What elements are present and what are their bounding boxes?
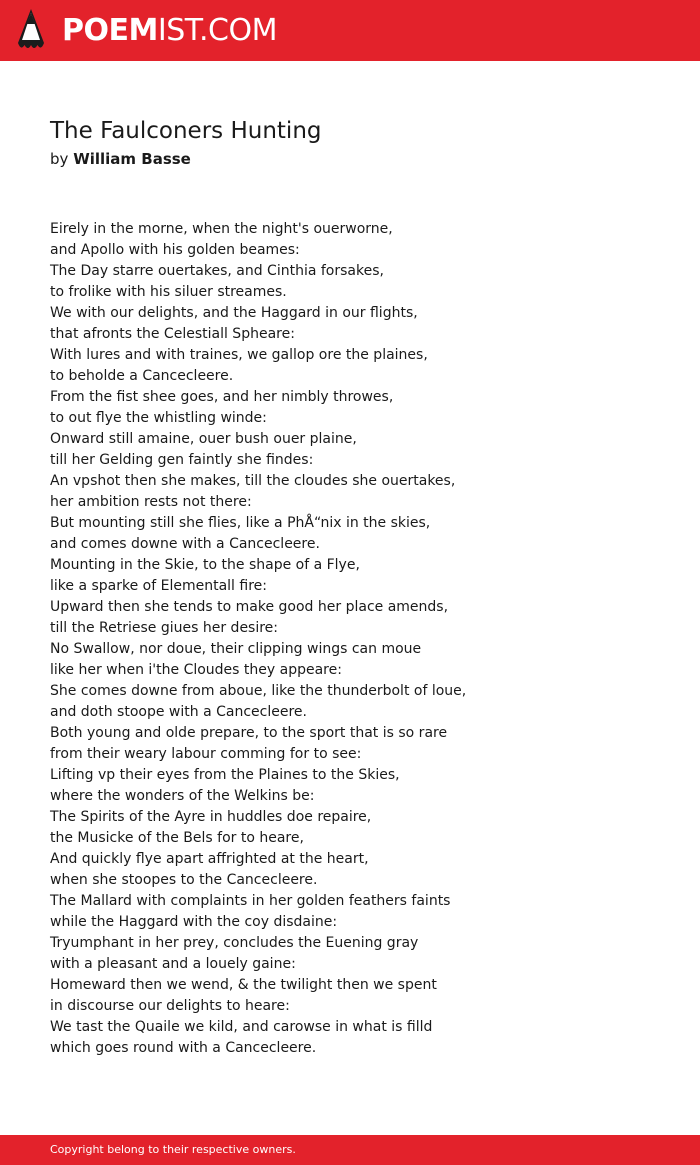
site-header [0, 0, 700, 61]
poem-line: We with our delights, and the Haggard in our flights, [50, 305, 418, 321]
poem-line: She comes downe from aboue, like the thunderbolt of loue, [50, 683, 467, 699]
poem-line: Eirely in the morne, when the night's ouerworne, [50, 221, 393, 237]
poem-line: like her when i'the Cloudes they appeare: [50, 662, 342, 678]
by-label: by [50, 150, 69, 168]
poem-line: Both young and olde prepare, to the sport that is so rare [50, 725, 448, 741]
poem-line: And quickly flye apart affrighted at the heart, [50, 851, 369, 867]
poem-line: to frolike with his siluer streames. [50, 284, 287, 300]
poem-line: while the Haggard with the coy disdaine: [50, 914, 338, 930]
poem-line: till her Gelding gen faintly she findes: [50, 452, 314, 468]
poem-line: The Mallard with complaints in her golden feathers faints [50, 893, 451, 909]
poem-line: to beholde a Cancecleere. [50, 368, 234, 384]
author-name: William Basse [73, 150, 191, 168]
poem-body [50, 219, 670, 1059]
poem-line: With lures and with traines, we gallop ore the plaines, [50, 347, 428, 363]
poem-line: with a pleasant and a louely gaine: [50, 956, 296, 972]
poem-line: Onward still amaine, ouer bush ouer plaine, [50, 431, 357, 447]
poem-line: the Musicke of the Bels for to heare, [50, 830, 304, 846]
poem-line: to out flye the whistling winde: [50, 410, 267, 426]
copyright-text: Copyright belong to their respective owners. [50, 1143, 296, 1156]
site-logo[interactable] [62, 11, 277, 51]
poem-line: till the Retriese giues her desire: [50, 620, 279, 636]
poem-line: The Day starre ouertakes, and Cinthia forsakes, [50, 263, 384, 279]
poem-line: her ambition rests not there: [50, 494, 252, 510]
poem-line: But mounting still she flies, like a PhÅ“nix in the skies, [50, 515, 431, 531]
poem-line: that afronts the Celestiall Spheare: [50, 326, 295, 342]
poem-line: and comes downe with a Cancecleere. [50, 536, 320, 552]
poem-line: where the wonders of the Welkins be: [50, 788, 315, 804]
poem-line: Lifting vp their eyes from the Plaines to the Skies, [50, 767, 400, 783]
poem-line: Tryumphant in her prey, concludes the Euening gray [50, 935, 419, 951]
poem-line: and Apollo with his golden beames: [50, 242, 300, 258]
poem-line: like a sparke of Elementall fire: [50, 578, 267, 594]
brand-bold: POEM [62, 13, 158, 48]
byline [50, 148, 191, 170]
poem-line: in discourse our delights to heare: [50, 998, 290, 1014]
poem-line: and doth stoope with a Cancecleere. [50, 704, 307, 720]
poem-line: No Swallow, nor doue, their clipping wings can moue [50, 641, 422, 657]
poem-line: which goes round with a Cancecleere. [50, 1040, 317, 1056]
poem-line: We tast the Quaile we kild, and carowse in what is filld [50, 1019, 433, 1035]
poem-line: when she stoopes to the Cancecleere. [50, 872, 318, 888]
poem-line: Mounting in the Skie, to the shape of a Flye, [50, 557, 360, 573]
poem-line: Upward then she tends to make good her place amends, [50, 599, 449, 615]
poem-line: from their weary labour comming for to see: [50, 746, 362, 762]
poem-line: The Spirits of the Ayre in huddles doe repaire, [50, 809, 372, 825]
poem-line: Homeward then we wend, & the twilight then we spent [50, 977, 437, 993]
poem-line: From the fist shee goes, and her nimbly throwes, [50, 389, 394, 405]
site-footer [0, 1135, 700, 1165]
poem-line: An vpshot then she makes, till the cloudes she ouertakes, [50, 473, 456, 489]
pencil-tip-icon[interactable] [18, 9, 44, 51]
brand-light: IST.COM [157, 13, 277, 48]
poem-title: The Faulconers Hunting [50, 118, 322, 144]
